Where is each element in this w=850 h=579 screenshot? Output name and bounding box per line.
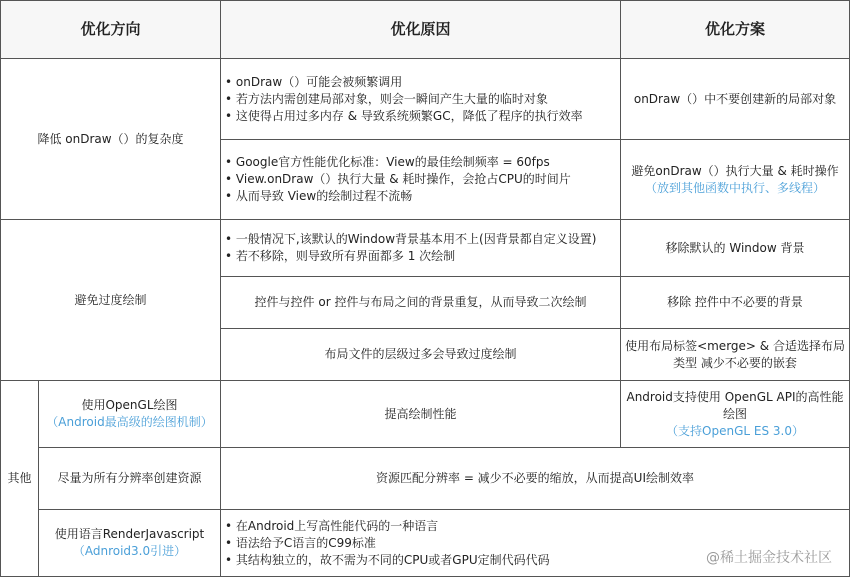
reason-cell: 提高绘制性能	[221, 381, 621, 448]
reason-cell: 资源匹配分辨率 = 减少不必要的缩放，从而提高UI绘制效率	[221, 448, 850, 510]
sub-direction-cell	[39, 381, 221, 448]
reason-line: • 其结构独立的，故不需为不同的CPU或者GPU定制代码代码	[225, 552, 550, 567]
solution-text: 避免onDraw（）执行大量 & 耗时操作	[631, 163, 839, 178]
reason-line: • 一般情况下,该默认的Window背景基本用不上(因背景都自定义设置)	[225, 232, 597, 246]
reason-line: • 这使得占用过多内存 & 导致系统频繁GC，降低了程序的执行效率	[225, 108, 583, 123]
reason-cell	[221, 220, 621, 277]
solution-text: Android支持使用 OpenGL API的高性能绘图	[626, 389, 844, 421]
solution-note: （放到其他函数中执行、多线程）	[645, 180, 826, 195]
solution-cell: onDraw（）中不要创建新的局部对象	[621, 59, 850, 140]
watermark: @稀土掘金技术社区	[702, 545, 836, 569]
solution-cell: 移除 控件中不必要的背景	[621, 277, 850, 329]
reason-line: • 语法给予C语言的C99标准	[225, 535, 376, 550]
reason-line: • onDraw（）可能会被频繁调用	[225, 74, 403, 89]
header-solution: 优化方案	[621, 1, 850, 59]
solution-cell	[621, 140, 850, 220]
header-row	[1, 1, 850, 59]
sub-direction-note: （Android最高级的绘图机制）	[46, 415, 213, 429]
sub-direction-cell: 尽量为所有分辨率创建资源	[39, 448, 221, 510]
reason-cell	[221, 140, 621, 220]
direction-reduce-ondraw: 降低 onDraw（）的复杂度	[1, 59, 221, 220]
header-reason: 优化原因	[221, 1, 621, 59]
reason-cell: 布局文件的层级过多会导致过度绘制	[221, 329, 621, 381]
solution-cell	[621, 381, 850, 448]
table-row	[1, 59, 850, 140]
reason-line: • 若方法内需创建局部对象，则会一瞬间产生大量的临时对象	[225, 91, 548, 106]
solution-cell: 使用布局标签<merge> & 合适选择布局类型 减少不必要的嵌套	[621, 329, 850, 381]
direction-other: 其他	[1, 381, 39, 577]
reason-cell	[221, 59, 621, 140]
solution-cell: 移除默认的 Window 背景	[621, 220, 850, 277]
reason-line: • Google官方性能优化标准：View的最佳绘制频率 = 60fps	[225, 155, 550, 169]
header-direction: 优化方向	[1, 1, 221, 59]
table-row	[1, 448, 850, 510]
sub-direction-note: （Adnroid3.0引进）	[72, 544, 187, 558]
sub-direction-text: 使用语言RenderJavascript	[54, 527, 205, 541]
reason-line: • 从而导致 View的绘制过程不流畅	[225, 189, 413, 203]
table-row	[1, 381, 850, 448]
sub-direction-cell	[39, 510, 221, 577]
solution-note: （支持OpenGL ES 3.0）	[666, 423, 804, 438]
reason-line: • 在Android上写高性能代码的一种语言	[225, 518, 439, 533]
reason-line: • View.onDraw（）执行大量 & 耗时操作，会抢占CPU的时间片	[225, 172, 571, 186]
table-row	[1, 220, 850, 277]
reason-line: • 若不移除，则导致所有界面都多 1 次绘制	[225, 249, 456, 263]
reason-cell: 控件与控件 or 控件与布局之间的背景重复，从而导致二次绘制	[221, 277, 621, 329]
sub-direction-text: 使用OpenGL绘图	[81, 398, 178, 412]
direction-avoid-overdraw: 避免过度绘制	[1, 220, 221, 381]
